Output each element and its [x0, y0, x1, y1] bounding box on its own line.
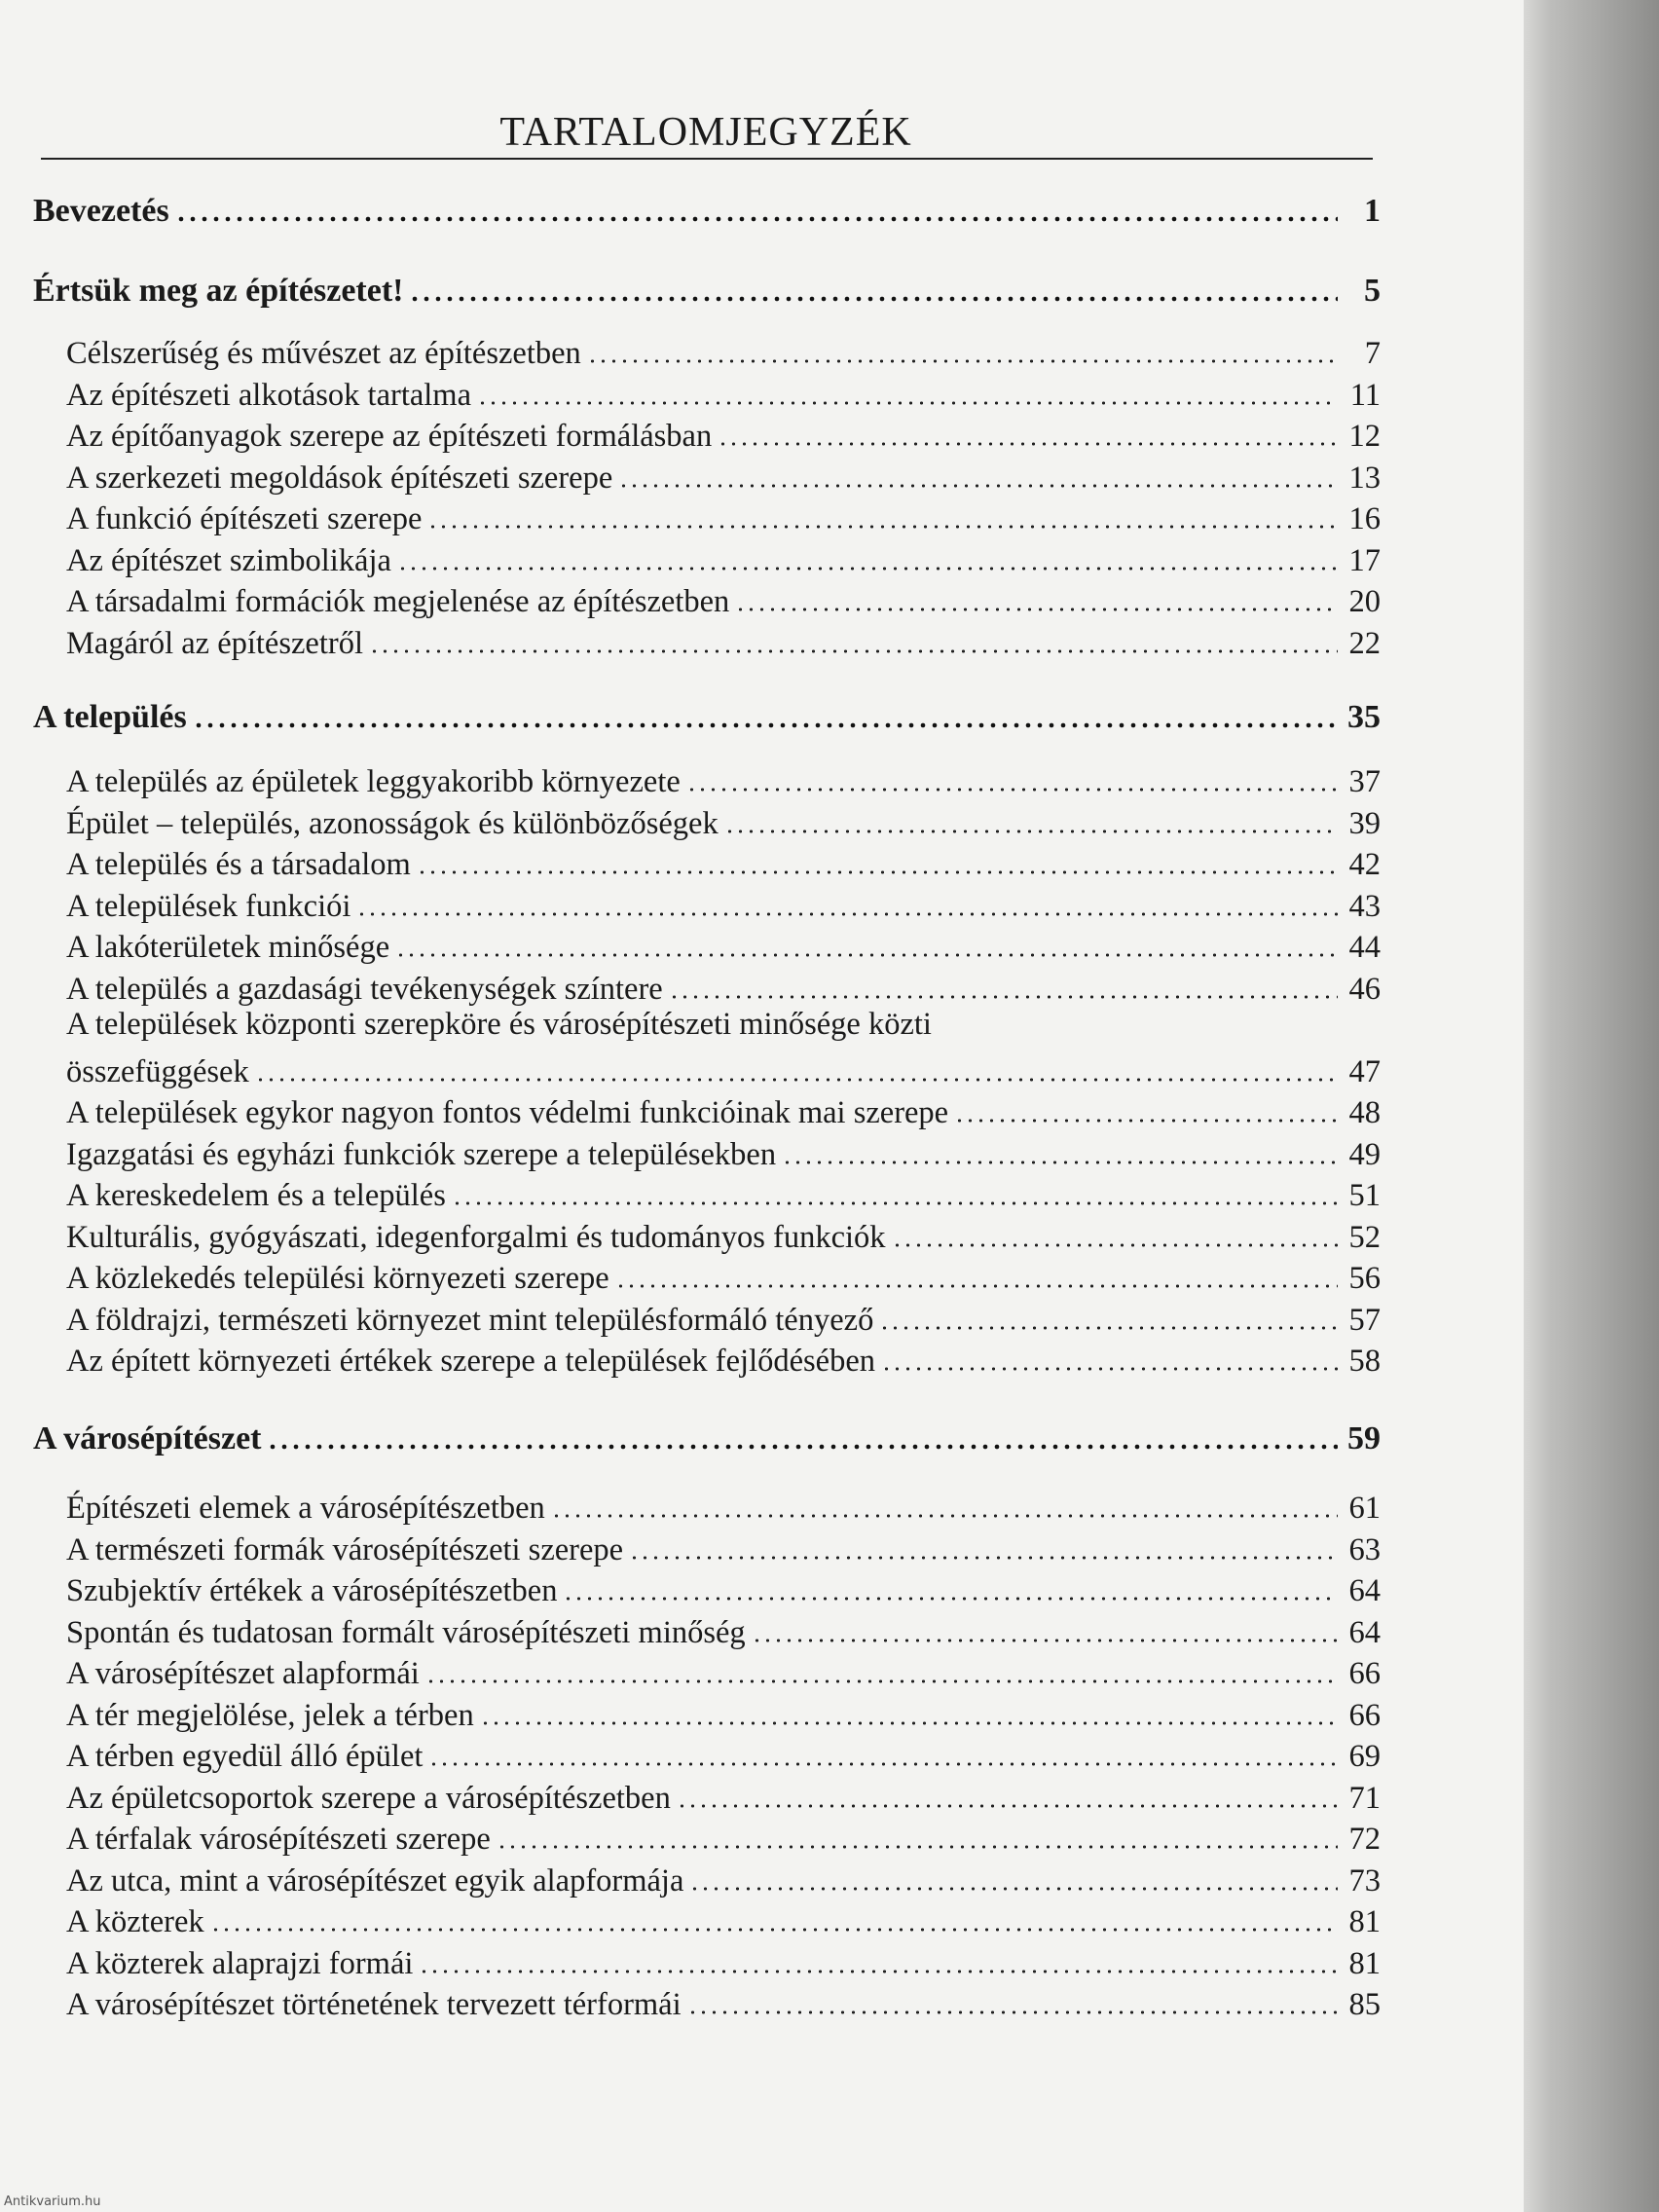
dot-leader — [954, 1117, 1338, 1124]
toc-section-label: A tér megjelölése, jelek a térben — [66, 1697, 474, 1733]
toc-chapter[interactable] — [33, 1415, 1381, 1457]
toc-section-label: Az építőanyagok szerepe az építészeti formálásban — [66, 419, 713, 454]
watermark: Antikvarium.hu — [4, 2194, 101, 2209]
toc-section-label: A társadalmi formációk megjelenése az építészetben — [66, 584, 730, 619]
dot-leader — [677, 1802, 1338, 1810]
toc-section-label: A térben egyedül álló épület — [66, 1739, 424, 1774]
toc-section[interactable] — [66, 1774, 1381, 1817]
dot-leader — [409, 295, 1338, 303]
dot-leader — [427, 523, 1338, 531]
toc-section[interactable] — [66, 1526, 1381, 1568]
toc-section-label: Spontán és tudatosan formált városépítészeti minőség — [66, 1614, 746, 1650]
dot-leader — [369, 647, 1338, 655]
toc-section-page-number: 46 — [1348, 971, 1381, 1007]
dot-leader — [425, 1677, 1338, 1685]
toc-section-page-number: 47 — [1348, 1053, 1381, 1089]
toc-section[interactable] — [66, 329, 1381, 372]
toc-chapter-page-number: 1 — [1364, 193, 1381, 229]
toc-section-label: összefüggések — [66, 1053, 249, 1089]
dot-leader — [718, 440, 1338, 448]
toc-section[interactable] — [66, 1980, 1381, 2023]
toc-section[interactable] — [66, 965, 1381, 1008]
toc-section-page-number: 42 — [1348, 847, 1381, 882]
dot-leader — [452, 1199, 1338, 1207]
toc-section-page-number: 11 — [1349, 377, 1381, 413]
toc-section-page-number: 22 — [1348, 625, 1381, 661]
toc-section[interactable] — [66, 840, 1381, 883]
toc-section-page-number: 58 — [1348, 1344, 1381, 1379]
toc-section-page-number: 37 — [1348, 764, 1381, 799]
dot-leader — [419, 1968, 1338, 1975]
dot-leader — [480, 1719, 1338, 1727]
dot-leader — [618, 482, 1338, 490]
toc-chapter[interactable] — [33, 267, 1381, 310]
toc-section[interactable] — [66, 1048, 1381, 1090]
toc-section[interactable] — [66, 882, 1381, 925]
dot-leader — [551, 1512, 1338, 1520]
toc-section[interactable] — [66, 1691, 1381, 1734]
dot-leader — [175, 215, 1338, 223]
dot-leader — [881, 1365, 1338, 1373]
toc-section-label: Az építészet szimbolikája — [66, 542, 391, 578]
toc-section[interactable] — [66, 1088, 1381, 1131]
toc-section-page-number: 16 — [1348, 501, 1381, 536]
toc-section-label: A szerkezeti megoldások építészeti szerepe — [66, 460, 613, 496]
toc-section-page-number: 20 — [1348, 584, 1381, 619]
dot-leader — [782, 1159, 1338, 1166]
toc-section-page-number: 48 — [1348, 1095, 1381, 1130]
toc-section-page-number: 72 — [1348, 1822, 1381, 1857]
toc-section-page-number: 56 — [1348, 1261, 1381, 1296]
toc-section[interactable] — [66, 495, 1381, 537]
toc-section-page-number: 57 — [1348, 1302, 1381, 1338]
toc-section[interactable] — [66, 757, 1381, 800]
dot-leader — [477, 399, 1338, 407]
toc-section-label: A közterek — [66, 1904, 204, 1939]
dot-leader — [735, 606, 1338, 613]
toc-chapter-label: Bevezetés — [33, 193, 169, 229]
toc-section-label: Épület – település, azonosságok és különbözőségek — [66, 805, 719, 841]
toc-section[interactable] — [66, 1567, 1381, 1609]
toc-section[interactable] — [66, 1732, 1381, 1775]
toc-chapter-label: A település — [33, 699, 187, 735]
toc-section-label: A települések funkciói — [66, 888, 351, 924]
page-edge-shadow — [1524, 0, 1659, 2212]
dot-leader — [686, 786, 1338, 793]
toc-section-label: Az építészeti alkotások tartalma — [66, 377, 472, 413]
toc-section-label: Kulturális, gyógyászati, idegenforgalmi és tudományos funkciók — [66, 1219, 886, 1255]
toc-chapter[interactable] — [33, 187, 1381, 230]
dot-leader — [397, 565, 1338, 572]
toc-section-label: Célszerűség és művészet az építészetben — [66, 336, 581, 371]
toc-chapter-page-number: 5 — [1364, 273, 1381, 309]
toc-section[interactable] — [66, 1484, 1381, 1527]
dot-leader — [267, 1443, 1338, 1451]
toc-section-page-number: 64 — [1348, 1614, 1381, 1650]
toc-chapter-page-number: 59 — [1347, 1420, 1381, 1456]
toc-section[interactable] — [66, 1857, 1381, 1899]
toc-section-page-number: 7 — [1364, 336, 1381, 371]
toc-chapter-page-number: 35 — [1347, 699, 1381, 735]
toc-section-page-number: 13 — [1348, 460, 1381, 496]
toc-section-page-number: 66 — [1348, 1697, 1381, 1733]
toc-section[interactable] — [66, 619, 1381, 662]
toc-section[interactable] — [66, 412, 1381, 455]
toc-section-page-number: 39 — [1348, 805, 1381, 841]
toc-section-label: A városépítészet alapformái — [66, 1656, 420, 1691]
dot-leader — [892, 1241, 1338, 1249]
toc-chapter-label: A városépítészet — [33, 1420, 262, 1456]
dot-leader — [724, 828, 1338, 835]
toc-section[interactable] — [66, 1898, 1381, 1940]
dot-leader — [689, 1885, 1338, 1893]
dot-leader — [255, 1076, 1338, 1084]
toc-section[interactable] — [66, 1815, 1381, 1858]
toc-section-label: A közterek alaprajzi formái — [66, 1945, 414, 1981]
toc-section-label: A lakóterületek minősége — [66, 930, 390, 965]
toc-section-page-number: 17 — [1348, 542, 1381, 578]
dot-leader — [210, 1926, 1338, 1934]
toc-section-label: A városépítészet történetének tervezett térformái — [66, 1987, 682, 2022]
toc-section-page-number: 63 — [1348, 1531, 1381, 1567]
toc-section[interactable] — [66, 577, 1381, 620]
toc-section-label: Az épített környezeti értékek szerepe a települések fejlődésében — [66, 1344, 876, 1379]
toc-section-label: Igazgatási és egyházi funkciók szerepe a településekben — [66, 1136, 777, 1172]
toc-section-label: A földrajzi, természeti környezet mint településformáló tényező — [66, 1302, 874, 1338]
toc-section-label: Az utca, mint a városépítészet egyik alapformája — [66, 1862, 684, 1899]
dot-leader — [428, 1760, 1338, 1768]
toc-section-label: Építészeti elemek a városépítészetben — [66, 1491, 545, 1526]
dot-leader — [395, 951, 1338, 959]
toc-section-page-number: 81 — [1348, 1904, 1381, 1939]
dot-leader — [752, 1637, 1338, 1644]
toc-section[interactable] — [66, 1337, 1381, 1380]
toc-section[interactable] — [66, 371, 1381, 414]
toc-section-label: A térfalak városépítészeti szerepe — [66, 1822, 491, 1857]
toc-section-page-number: 61 — [1348, 1491, 1381, 1526]
toc-section-page-number: 49 — [1348, 1136, 1381, 1172]
toc-section[interactable] — [66, 1939, 1381, 1982]
dot-leader — [563, 1595, 1338, 1603]
dot-leader — [879, 1324, 1338, 1332]
toc-section-label[interactable]: A települések központi szerepköre és városépítészeti minősége közti — [66, 1007, 932, 1042]
dot-leader — [669, 993, 1338, 1001]
toc-section[interactable] — [66, 1130, 1381, 1173]
toc-section-page-number: 69 — [1348, 1739, 1381, 1774]
toc-section-page-number: 73 — [1348, 1862, 1381, 1899]
dot-leader — [615, 1282, 1338, 1290]
toc-section-label: A természeti formák városépítészeti szerepe — [66, 1531, 624, 1567]
toc-section[interactable] — [66, 454, 1381, 497]
toc-section[interactable] — [66, 799, 1381, 842]
toc-section-page-number: 71 — [1348, 1780, 1381, 1816]
toc-section-page-number: 51 — [1348, 1178, 1381, 1213]
dot-leader — [687, 2009, 1338, 2016]
dot-leader — [417, 868, 1338, 876]
toc-chapter[interactable] — [33, 693, 1381, 736]
dot-leader — [587, 357, 1338, 365]
dot-leader — [193, 721, 1338, 729]
toc-chapter-label: Értsük meg az építészetet! — [33, 273, 404, 309]
toc-section-page-number: 44 — [1348, 930, 1381, 965]
toc-section-label: A település és a társadalom — [66, 847, 411, 882]
toc-section-label: A közlekedés települési környezeti szerepe — [66, 1261, 609, 1296]
toc-section-label: A települések egykor nagyon fontos védelmi funkcióinak mai szerepe — [66, 1095, 949, 1130]
toc-section-page-number: 85 — [1348, 1987, 1381, 2022]
toc-section-label: A település az épületek leggyakoribb környezete — [66, 764, 681, 799]
toc-section[interactable] — [66, 1296, 1381, 1339]
toc-section-page-number: 52 — [1348, 1219, 1381, 1255]
toc-section[interactable] — [66, 1213, 1381, 1256]
dot-leader — [497, 1843, 1338, 1851]
toc-section[interactable] — [66, 1254, 1381, 1297]
toc-section[interactable] — [66, 1171, 1381, 1214]
toc-section-label: Magáról az építészetről — [66, 625, 363, 661]
toc-section-label: A funkció építészeti szerepe — [66, 501, 423, 536]
toc-section-page-number: 12 — [1348, 419, 1381, 454]
toc-section-label: Az épületcsoportok szerepe a városépítészetben — [66, 1780, 671, 1816]
dot-leader — [629, 1554, 1338, 1562]
toc-section[interactable] — [66, 536, 1381, 579]
toc-section-page-number: 81 — [1348, 1945, 1381, 1981]
toc-section-label: Szubjektív értékek a városépítészetben — [66, 1573, 558, 1608]
toc-section-page-number: 64 — [1348, 1573, 1381, 1608]
dot-leader — [356, 910, 1338, 918]
toc-section[interactable] — [66, 923, 1381, 966]
page-title: TARTALOMJEGYZÉK — [499, 110, 912, 155]
toc-section[interactable] — [66, 1608, 1381, 1651]
toc-section-page-number: 43 — [1348, 888, 1381, 924]
toc-section[interactable] — [66, 1649, 1381, 1692]
toc-section-label: A település a gazdasági tevékenységek színtere — [66, 971, 663, 1007]
toc-section-page-number: 66 — [1348, 1656, 1381, 1691]
toc-section-label: A kereskedelem és a település — [66, 1178, 446, 1213]
